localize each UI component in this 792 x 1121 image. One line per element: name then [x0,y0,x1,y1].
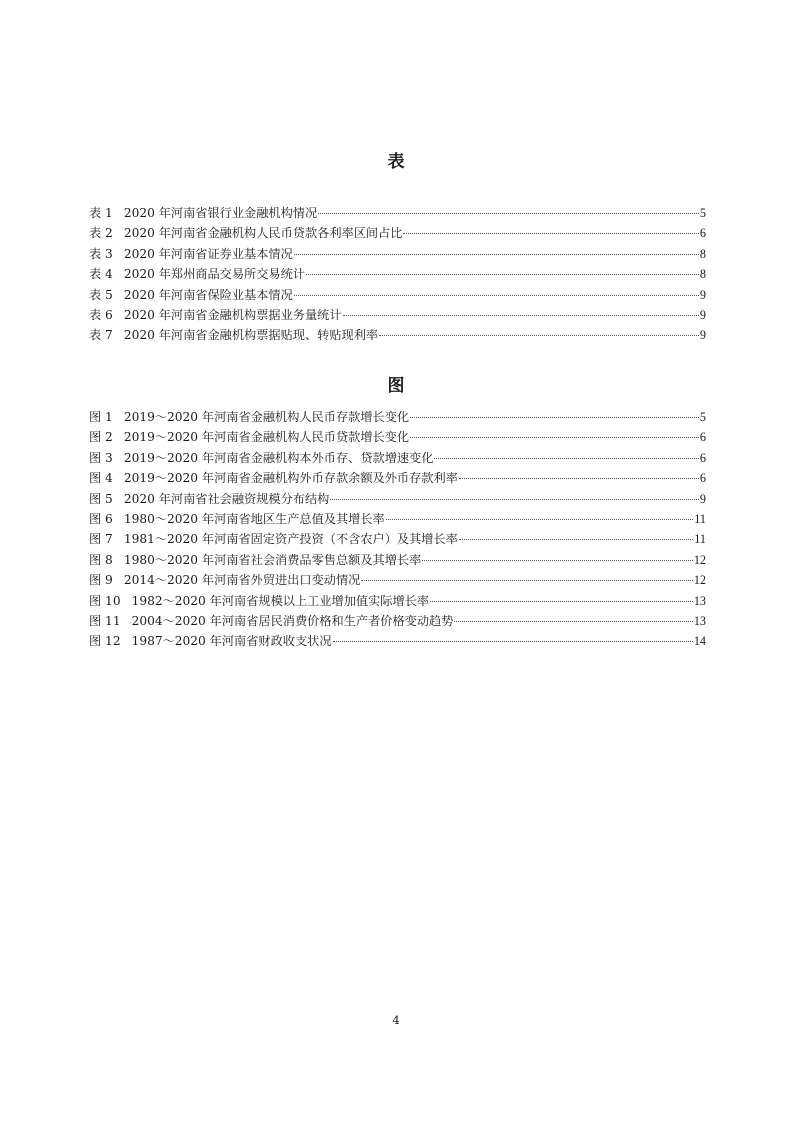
toc-entry-page: 6 [699,471,706,486]
dot-leader [294,295,699,296]
toc-entry-label: 表 6 [89,307,113,322]
toc-entry-page: 14 [693,634,706,649]
toc-entry-label: 图 2 [89,430,113,445]
toc-entry-label: 表 4 [89,267,113,282]
toc-entry-title: 2020 年河南省银行业金融机构情况 [123,206,318,220]
toc-entry-title: 2004～2020 年河南省居民消费价格和生产者价格变动趋势 [131,613,454,628]
toc-entry-label: 图 12 [89,634,121,649]
toc-entry-label: 图 4 [89,471,113,486]
page-number: 4 [392,1013,400,1027]
toc-entry[interactable] [89,570,706,590]
toc-entry[interactable] [89,285,706,305]
toc-entry-page: 13 [693,593,706,608]
dot-leader [410,437,699,438]
toc-entry[interactable] [89,305,706,325]
toc-entry-title: 2019～2020 年河南省金融机构人民币存款增长变化 [123,410,410,424]
toc-entry-title: 2020 年河南省保险业基本情况 [123,287,293,302]
toc-entry-page: 8 [699,267,706,282]
dot-leader [361,580,692,581]
toc-entry-page: 9 [699,328,706,343]
dot-leader [459,478,699,479]
dot-leader [422,560,693,561]
dot-leader [330,499,699,500]
toc-entry[interactable] [89,468,706,488]
toc-entry-title: 2020 年河南省金融机构票据贴现、转贴现利率 [123,328,379,343]
toc-entry-title: 1980～2020 年河南省地区生产总值及其增长率 [123,511,385,526]
toc-entry[interactable] [89,244,706,264]
toc-entry-title: 2019～2020 年河南省金融机构外币存款余额及外币存款利率 [123,471,458,486]
dot-leader [333,641,693,642]
toc-entry-title: 2019～2020 年河南省金融机构人民币贷款增长变化 [123,430,410,445]
toc-entry-title: 1982～2020 年河南省规模以上工业增加值实际增长率 [131,593,430,608]
toc-entry-label: 表 5 [89,287,113,302]
toc-entry-label: 表 2 [89,226,113,241]
dot-leader [343,315,699,316]
toc-entry[interactable] [89,427,706,447]
toc-entry-page: 13 [693,613,706,628]
dot-leader [379,335,699,336]
toc-entry[interactable] [89,631,706,651]
toc-entry-title: 2020 年河南省社会融资规模分布结构 [123,491,330,506]
toc-entry-title: 2019～2020 年河南省金融机构本外币存、贷款增速变化 [123,450,434,465]
figures-heading: 图 [387,376,405,396]
toc-entry-label: 表 3 [89,246,113,261]
dot-leader [454,621,692,622]
toc-entry-title: 2020 年郑州商品交易所交易统计 [123,267,305,282]
dot-leader [430,601,693,602]
toc-entry-label: 图 6 [89,511,113,526]
toc-entry-label: 图 1 [89,410,113,424]
toc-entry-label: 图 3 [89,450,113,465]
toc-entry[interactable] [89,509,706,529]
toc-entry-page: 12 [693,573,706,588]
toc-entry-label: 图 7 [89,532,113,547]
toc-entry-label: 表 1 [89,206,113,220]
toc-entry-page: 12 [693,552,706,567]
toc-entry-page: 9 [699,307,706,322]
toc-entry-label: 图 8 [89,552,113,567]
toc-entry-title: 1987～2020 年河南省财政收支状况 [131,634,332,649]
toc-entry-label: 图 11 [89,613,121,628]
figures-toc [89,407,706,652]
toc-entry[interactable] [89,611,706,631]
toc-entry[interactable] [89,591,706,611]
toc-entry-page: 6 [699,450,706,465]
dot-leader [294,254,699,255]
toc-entry-label: 图 10 [89,593,121,608]
toc-entry-page: 6 [699,226,706,241]
dot-leader [386,519,694,520]
toc-entry-title: 2020 年河南省证券业基本情况 [123,246,293,261]
toc-entry-title: 1981～2020 年河南省固定资产投资（不含农户）及其增长率 [123,532,458,547]
toc-entry-page: 5 [699,410,706,424]
tables-heading: 表 [387,152,405,172]
dot-leader [403,233,698,234]
dot-leader [434,458,698,459]
toc-entry-page: 8 [699,246,706,261]
dot-leader [410,417,699,418]
dot-leader [318,213,699,214]
toc-entry-title: 2020 年河南省金融机构人民币贷款各利率区间占比 [123,226,403,241]
toc-entry-title: 1980～2020 年河南省社会消费品零售总额及其增长率 [123,552,422,567]
toc-entry[interactable] [89,223,706,243]
dot-leader [306,274,699,275]
toc-entry-page: 11 [694,511,706,526]
toc-entry[interactable] [89,264,706,284]
toc-entry-label: 图 9 [89,573,113,588]
toc-entry[interactable] [89,203,706,223]
toc-entry-title: 2020 年河南省金融机构票据业务量统计 [123,307,342,322]
toc-entry-page: 6 [699,430,706,445]
toc-entry[interactable] [89,407,706,427]
dot-leader [459,539,693,540]
tables-toc [89,203,706,346]
toc-entry[interactable] [89,325,706,345]
toc-entry[interactable] [89,489,706,509]
toc-entry-label: 表 7 [89,328,113,343]
toc-entry[interactable] [89,529,706,549]
toc-entry[interactable] [89,550,706,570]
toc-entry[interactable] [89,448,706,468]
toc-entry-page: 9 [699,491,706,506]
toc-entry-title: 2014～2020 年河南省外贸进出口变动情况 [123,573,361,588]
toc-entry-label: 图 5 [89,491,113,506]
toc-entry-page: 9 [699,287,706,302]
toc-entry-page: 11 [694,532,706,547]
toc-entry-page: 5 [699,206,706,220]
